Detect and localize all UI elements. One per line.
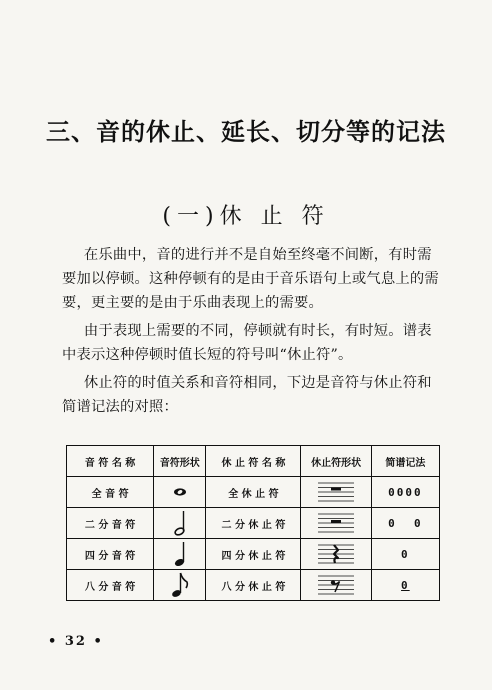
note-shape-cell <box>154 477 206 508</box>
jianpu-underlined-zero: 0 <box>401 578 410 592</box>
note-rest-comparison-table <box>66 445 440 601</box>
note-name-cell: 全 音 符 <box>67 477 154 508</box>
column-header: 休 止 符 名 称 <box>206 446 301 477</box>
half-rest-icon <box>316 511 356 535</box>
half-note-icon <box>170 509 190 537</box>
rest-shape-cell <box>301 508 371 539</box>
whole-note-icon <box>170 485 190 499</box>
table-row <box>67 570 440 601</box>
jianpu-cell: 0 0 <box>371 508 439 539</box>
paragraph-text: 休止符的时值关系和音符相同，下边是音符与休止符和简谱记法的对照： <box>62 375 432 415</box>
note-shape-cell <box>154 508 206 539</box>
note-name-cell: 二 分 音 符 <box>67 508 154 539</box>
page-number: • 32 • <box>48 634 104 649</box>
column-header: 休止符形状 <box>301 446 371 477</box>
eighth-rest-icon <box>316 573 356 597</box>
table-row <box>67 539 440 570</box>
rest-name-cell: 二 分 休 止 符 <box>206 508 301 539</box>
rest-shape-cell <box>301 539 371 570</box>
note-shape-cell <box>154 570 206 601</box>
rest-shape-cell <box>301 477 371 508</box>
table-header-row <box>67 446 440 477</box>
eighth-note-icon <box>170 571 190 599</box>
note-shape-cell <box>154 539 206 570</box>
chapter-title: 三、音的休止、延长、切分等的记法 <box>46 117 446 146</box>
paragraph-text: 由于表现上需要的不同，停顿就有时长，有时短。谱表中表示这种停顿时值长短的符号叫“休止符”。 <box>62 323 432 363</box>
paragraph <box>62 243 442 315</box>
column-header: 音 符 名 称 <box>67 446 154 477</box>
table-row <box>67 508 440 539</box>
column-header: 简谱记法 <box>371 446 439 477</box>
rest-name-cell: 全 休 止 符 <box>206 477 301 508</box>
jianpu-cell: 0 <box>371 539 439 570</box>
table-row <box>67 477 440 508</box>
column-header: 音符形状 <box>154 446 206 477</box>
paragraph-text: 在乐曲中，音的进行并不是自始至终毫不间断，有时需要加以停顿。这种停顿有的是由于音乐语句上或气息上的需要，更主要的是由于乐曲表现上的需要。 <box>62 247 439 311</box>
paragraph <box>62 319 442 367</box>
whole-rest-icon <box>316 480 356 504</box>
note-name-cell: 四 分 音 符 <box>67 539 154 570</box>
rest-shape-cell <box>301 570 371 601</box>
quarter-rest-icon <box>316 542 356 566</box>
rest-name-cell: 八 分 休 止 符 <box>206 570 301 601</box>
quarter-note-icon <box>170 540 190 568</box>
jianpu-cell <box>371 570 439 601</box>
paragraph <box>62 371 442 419</box>
rest-name-cell: 四 分 休 止 符 <box>206 539 301 570</box>
section-title: (一)休 止 符 <box>162 204 330 229</box>
note-name-cell: 八 分 音 符 <box>67 570 154 601</box>
jianpu-cell: 0000 <box>371 477 439 508</box>
